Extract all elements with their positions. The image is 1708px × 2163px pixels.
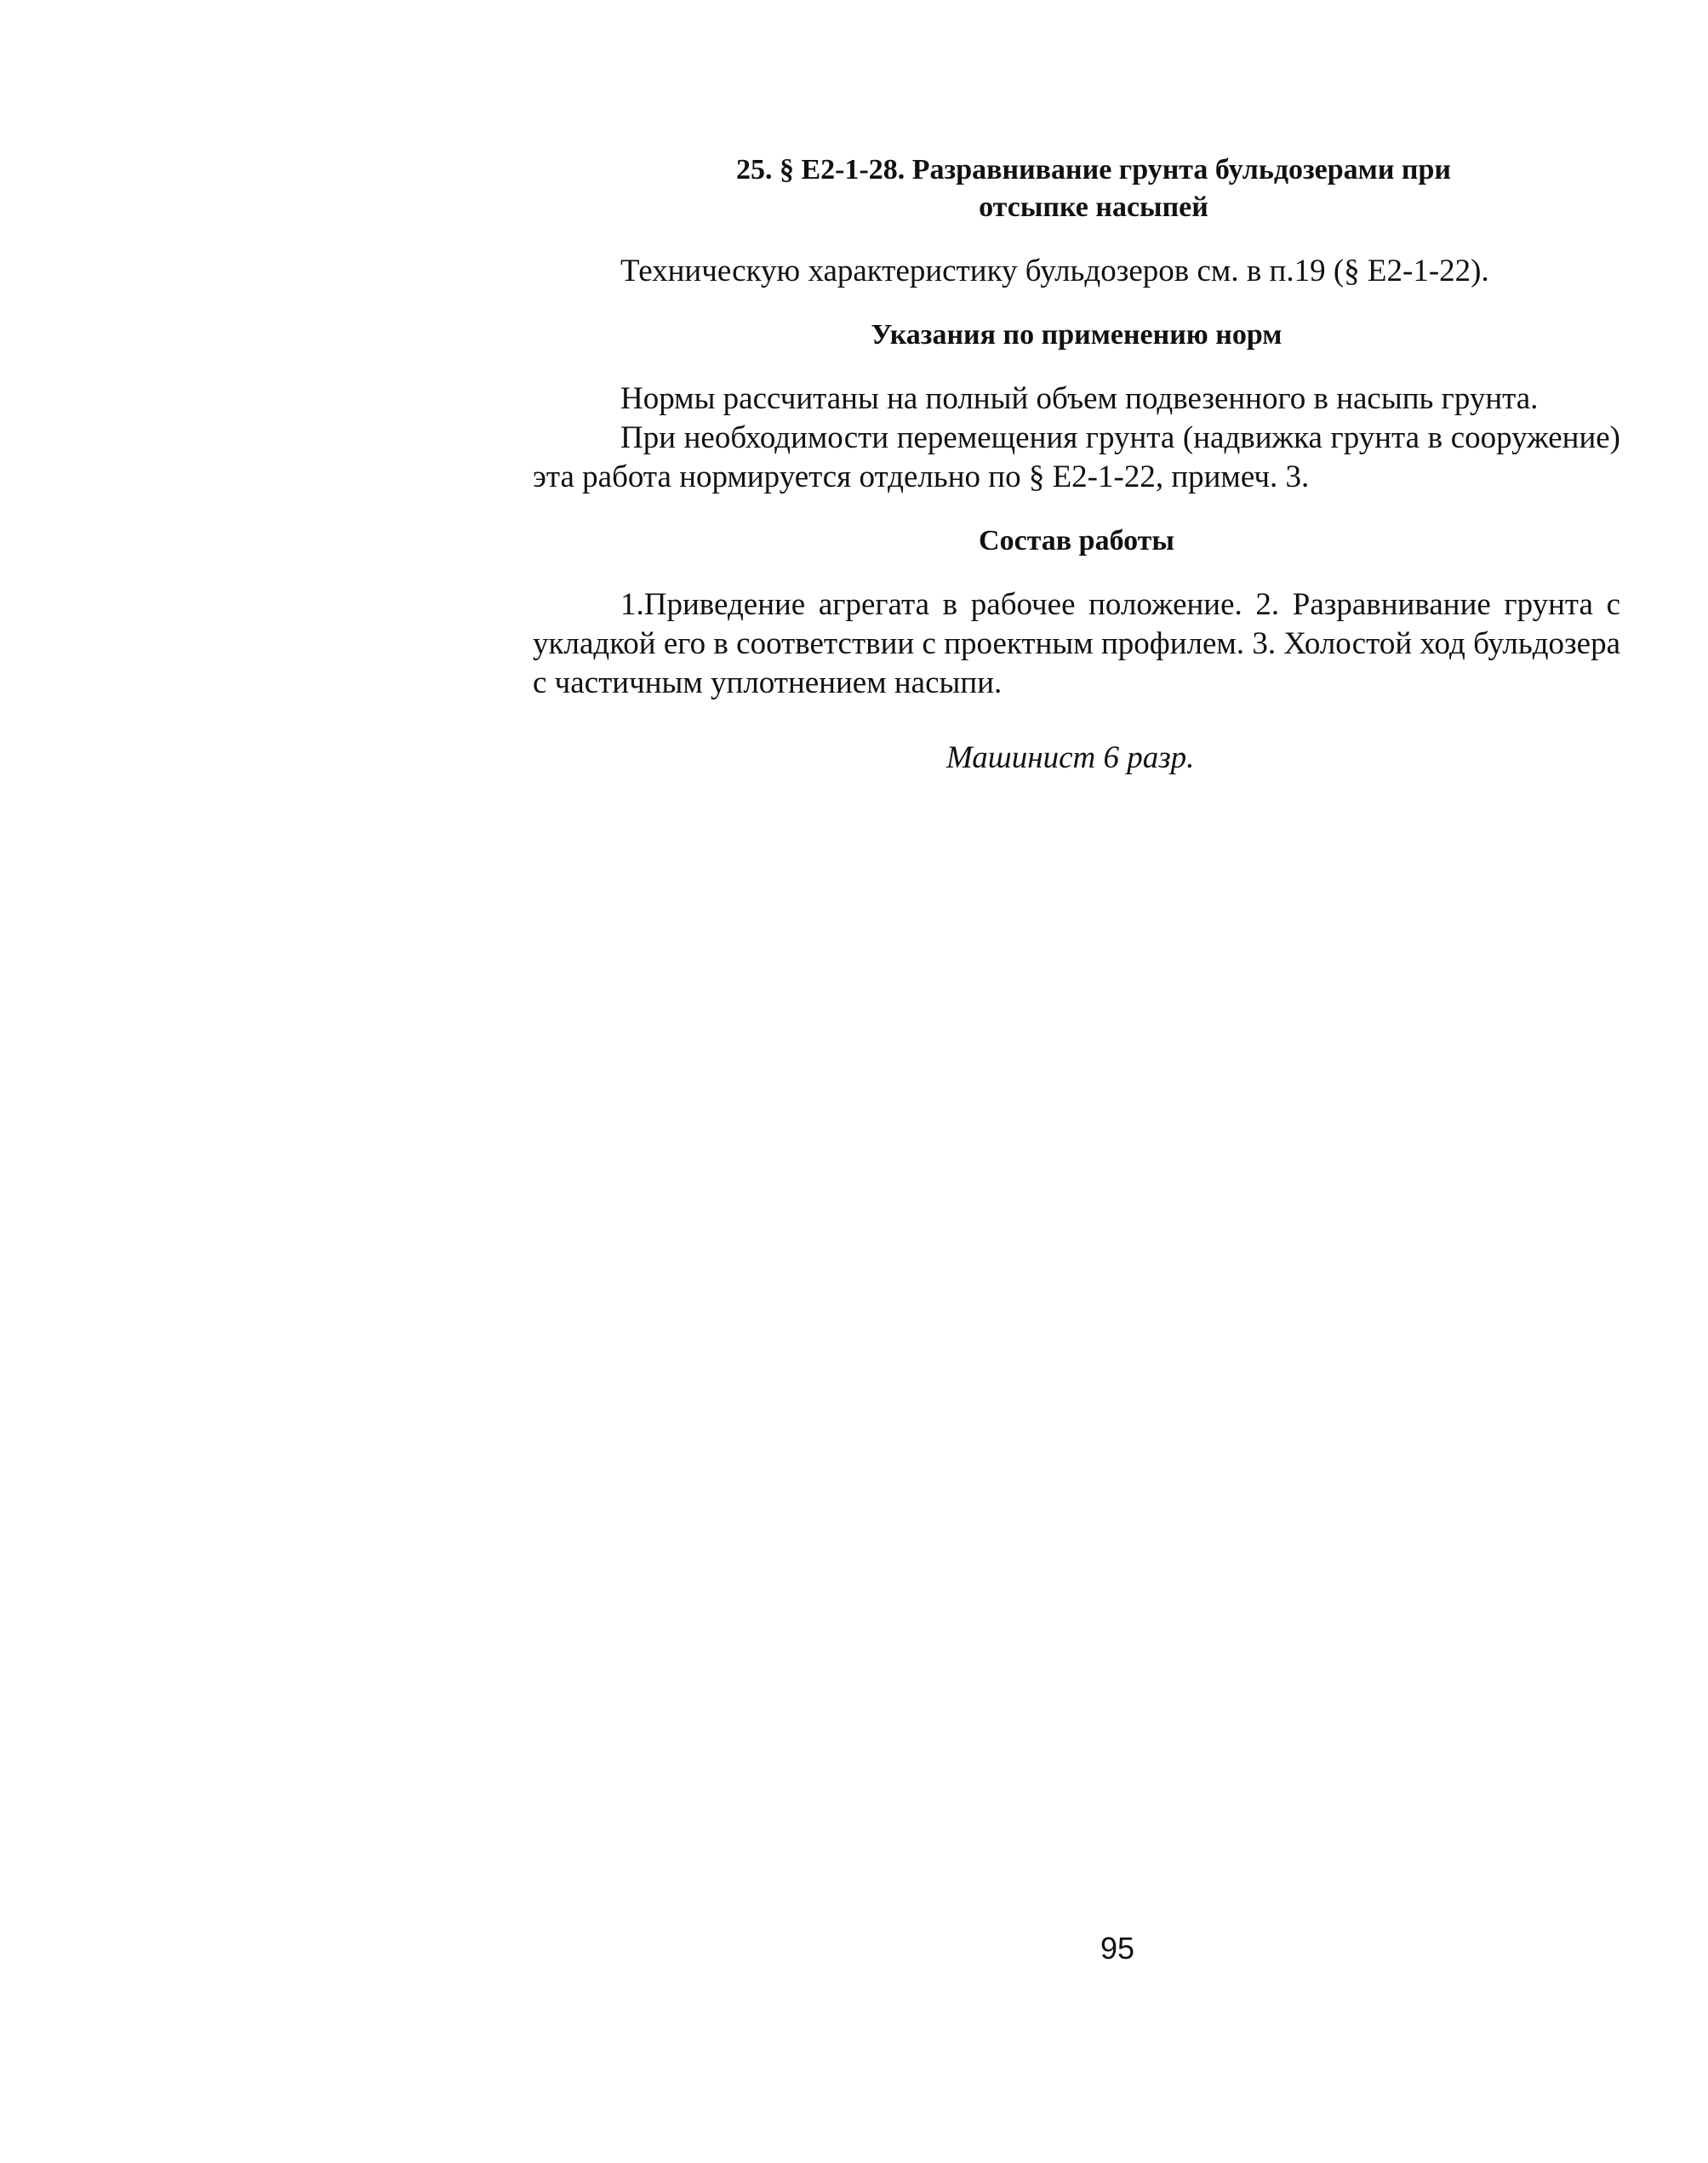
section-title-line-2: отсыпке насыпей bbox=[979, 191, 1208, 223]
section-title bbox=[533, 151, 1620, 226]
instructions-paragraph-2: При необходимости перемещения грунта (надвижка грунта в сооружение) эта работа нормируется отдельно по § Е2-1-22, примеч. 3. bbox=[533, 420, 1620, 494]
instructions-block bbox=[533, 380, 1620, 497]
instructions-heading: Указания по применению норм bbox=[871, 319, 1282, 351]
composition-paragraph: 1.Приведение агрегата в рабочее положение. 2. Разравнивание грунта с укладкой его в соответствии с проектным профилем. 3. Холостой ход бульдозера с частичным уплотнением насыпи. bbox=[533, 587, 1620, 700]
worker-grade: Машинист 6 разр. bbox=[946, 740, 1195, 775]
technical-reference-paragraph: Техническую характеристику бульдозеров см. в п.19 (§ Е2-1-22). bbox=[620, 254, 1489, 288]
composition-heading: Состав работы bbox=[979, 525, 1174, 556]
instructions-paragraph-1: Нормы рассчитаны на полный объем подвезенного в насыпь грунта. bbox=[620, 381, 1539, 416]
section-title-line-1: 25. § Е2-1-28. Разравнивание грунта бульдозерами при bbox=[735, 154, 1452, 185]
page-content bbox=[533, 151, 1620, 778]
composition-block bbox=[533, 585, 1620, 703]
page-number: 95 bbox=[1100, 1931, 1135, 1966]
